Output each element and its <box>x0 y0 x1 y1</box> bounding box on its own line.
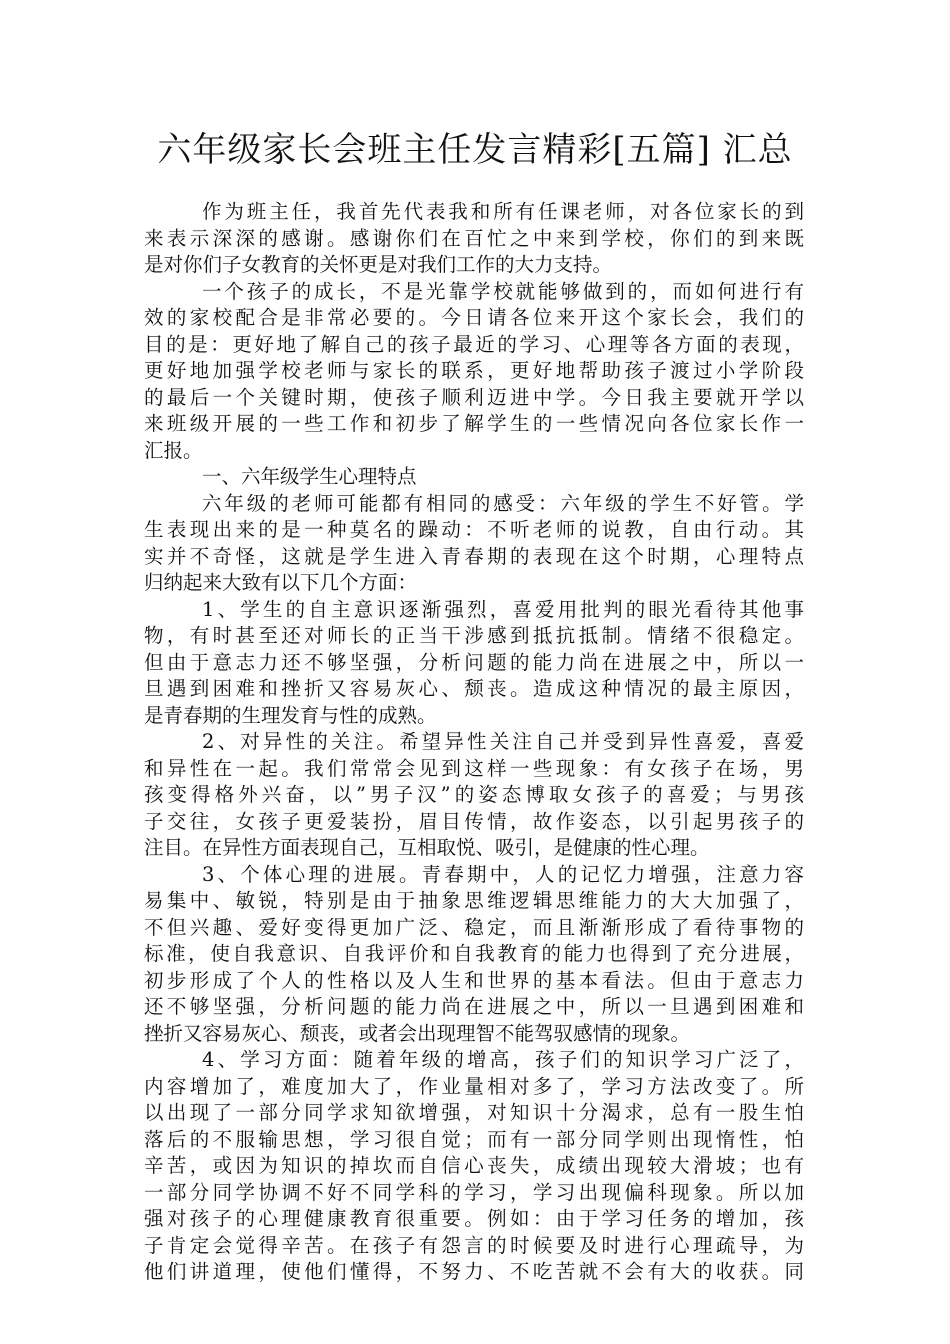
paragraph-line: 是青春期的生理发育与性的成熟。 <box>144 703 437 727</box>
paragraph-line: 生表现出来的是一种莫名的躁动：不听老师的说教，自由行动。其 <box>144 518 804 541</box>
paragraph-line: 作为班主任，我首先代表我和所有任课老师，对各位家长的到 <box>202 200 804 223</box>
paragraph-line: 易集中、敏锐，特别是由于抽象思维逻辑思维能力的大大加强了， <box>144 889 804 912</box>
paragraph-line: 1、学生的自主意识逐渐强烈，喜爱用批判的眼光看待其他事 <box>202 597 804 621</box>
paragraph-line: 更好地加强学校老师与家长的联系，更好地帮助孩子渡过小学阶段 <box>144 359 804 382</box>
paragraph-line: 注目。在异性方面表现自己，互相取悦、吸引，是健康的性心理。 <box>144 836 710 859</box>
paragraph-line: 子交往，女孩子更爱装扮，眉目传情，故作姿态，以引起男孩子的 <box>144 809 804 833</box>
paragraph-line: 汇报。 <box>144 438 203 462</box>
paragraph-line: 他们讲道理，使他们懂得，不努力、不吃苦就不会有大的收获。同 <box>144 1260 804 1283</box>
paragraph-line: 一、六年级学生心理特点 <box>202 465 417 488</box>
paragraph <box>144 279 804 465</box>
paragraph-line: 的最后一个关键时期，使孩子顺利迈进中学。今日我主要就开学以 <box>144 385 804 409</box>
paragraph-line: 效的家校配合是非常必要的。今日请各位来开这个家长会，我们的 <box>144 306 804 329</box>
paragraph-line: 挫折又容易灰心、颓丧，或者会出现理智不能驾驭感情的现象。 <box>144 1021 691 1045</box>
paragraph-line: 一个孩子的成长，不是光靠学校就能够做到的，而如何进行有 <box>202 279 804 303</box>
paragraph-line: 归纳起来大致有以下几个方面： <box>144 571 418 594</box>
paragraph-line: 初步形成了个人的性格以及人生和世界的基本看法。但由于意志力 <box>144 968 804 992</box>
paragraph-line: 子肯定会觉得辛苦。在孩子有怨言的时候要及时进行心理疏导，为 <box>144 1233 804 1257</box>
paragraph-line: 目的是：更好地了解自己的孩子最近的学习、心理等各方面的表现， <box>144 332 804 356</box>
paragraph-line: 来表示深深的感谢。感谢你们在百忙之中来到学校，你们的到来既 <box>144 226 804 250</box>
paragraph-line: 还不够坚强，分析问题的能力尚在进展之中，所以一旦遇到困难和 <box>144 995 804 1018</box>
paragraph-line: 4、学习方面：随着年级的增高，孩子们的知识学习广泛了， <box>202 1048 804 1071</box>
paragraph-line: 和异性在一起。我们常常会见到这样一些现象：有女孩子在场，男 <box>144 756 804 780</box>
document-title: 六年级家长会班主任发言精彩[五篇] 汇总 <box>157 130 793 170</box>
paragraph <box>144 597 804 730</box>
paragraph-line: 但由于意志力还不够坚强，分析问题的能力尚在进展之中，所以一 <box>144 650 804 674</box>
paragraph-line: 内容增加了，难度加大了，作业量相对多了，学习方法改变了。所 <box>144 1074 804 1098</box>
document-body <box>144 199 804 1286</box>
paragraph-line: 是对你们子女教育的关怀更是对我们工作的大力支持。 <box>144 253 613 276</box>
paragraph-line: 标准，使自我意识、自我评价和自我教育的能力也得到了充分进展， <box>144 942 804 965</box>
paragraph <box>144 464 804 491</box>
paragraph-line: 强对孩子的心理健康教育很重要。例如：由于学习任务的增加，孩 <box>144 1207 804 1230</box>
paragraph-line: 旦遇到困难和挫折又容易灰心、颓丧。造成这种情况的最主原因， <box>144 677 804 700</box>
paragraph <box>144 1047 804 1286</box>
paragraph-line: 落后的不服输思想，学习很自觉；而有一部分同学则出现惰性，怕 <box>144 1127 804 1151</box>
paragraph-line: 以出现了一部分同学求知欲增强，对知识十分渴求，总有一股生怕 <box>144 1101 804 1124</box>
paragraph <box>144 199 804 279</box>
paragraph-line: 六年级的老师可能都有相同的感受：六年级的学生不好管。学 <box>202 491 804 515</box>
paragraph-line: 不但兴趣、爱好变得更加广泛、稳定，而且渐渐形成了看待事物的 <box>144 915 804 939</box>
paragraph-line: 3、个体心理的进展。青春期中，人的记忆力增强，注意力容 <box>202 862 804 886</box>
paragraph <box>144 491 804 597</box>
paragraph <box>144 862 804 1048</box>
paragraph-line: 一部分同学协调不好不同学科的学习，学习出现偏科现象。所以加 <box>144 1180 804 1204</box>
paragraph-line: 物，有时甚至还对师长的正当干涉感到抵抗抵制。情绪不很稳定。 <box>144 624 804 647</box>
paragraph-line: 辛苦，或因为知识的掉坎而自信心丧失，成绩出现较大滑坡；也有 <box>144 1154 804 1177</box>
paragraph-line: 实并不奇怪，这就是学生进入青春期的表现在这个时期，心理特点 <box>144 544 804 568</box>
paragraph <box>144 729 804 862</box>
paragraph-line: 2、对异性的关注。希望异性关注自己并受到异性喜爱，喜爱 <box>202 730 804 753</box>
paragraph-line: 来班级开展的一些工作和初步了解学生的一些情况向各位家长作一 <box>144 412 804 435</box>
paragraph-line: 孩变得格外兴奋，以”男子汉”的姿态博取女孩子的喜爱；与男孩 <box>144 783 804 806</box>
